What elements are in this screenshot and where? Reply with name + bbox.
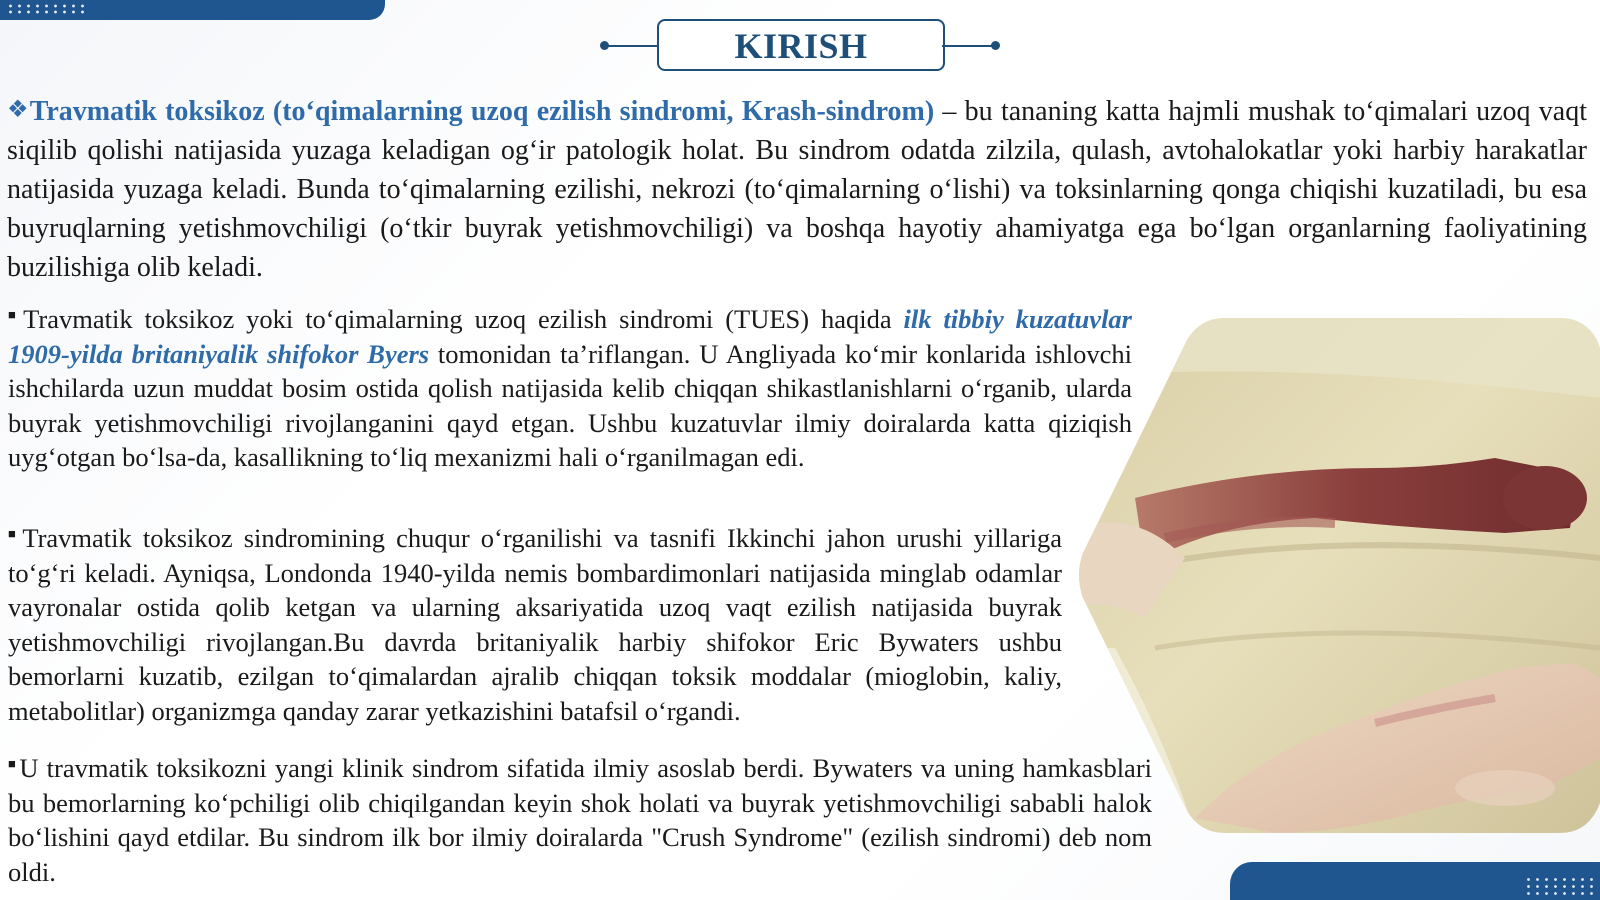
bottom-dots-pattern	[1524, 876, 1594, 896]
top-decorative-bar	[0, 0, 385, 20]
top-dots-pattern	[6, 3, 86, 15]
intro-lead-term: Travmatik toksikoz (to‘qimalarning uzoq ezilish sindromi, Krash-sindrom)	[29, 96, 935, 127]
paragraph2-text-start: Travmatik toksikoz yoki to‘qimalarning uzoq ezilish sindromi (TUES) haqida	[23, 304, 904, 334]
square-bullet-icon: ■	[8, 756, 18, 771]
square-bullet-icon: ■	[8, 526, 21, 541]
paragraph3-text: Travmatik toksikoz sindromining chuqur o‘rganilishi va tasnifi Ikkinchi jahon urushi yillariga to‘g‘ri keladi. Ayniqsa, Londonda 1940-yilda nemis bombardimonlari natijasida minglab odamlar vayronalar ostida qolib ketgan va ularning aksariyatida uzoq vaqt ezilish natijasida buyrak yetishmovchiligi rivojlangan.Bu davrda britaniyalik harbiy shifokor Eric Bywaters ushbu bemorlarni kuzatib, ezilgan to‘qimalardan ajralib chiqqan toksik moddalar (mioglobin, kaliy, metabolitlar) organizmga qanday zarar yetkazishini batafsil o‘rgandi.	[8, 523, 1062, 726]
paragraph2-highlight: ilk tibbiy kuzatuvlar 1909-yilda britaniyalik shifokor Byers	[8, 304, 1132, 369]
title-right-dot	[991, 41, 1000, 50]
patient-photo-hexagon	[1075, 318, 1600, 833]
history-paragraph-bywaters	[8, 747, 1152, 889]
paragraph2-text-end: tomonidan ta’riflangan. U Angliyada ko‘mir konlarida ishlovchi ishchilarda uzun muddat bosim ostida qolish natijasida kelib chiqqan shikastlanishlarni o‘rganib, ularda buyrak yetishmovchiligi rivojlanganini qayd etgan. Ushbu kuzatuvlar ilmiy doiralarda katta qiziqish uyg‘otgan bo‘lsa-da, kasallikning to‘liq mexanizmi hali o‘rganilmagan edi.	[8, 338, 1132, 472]
intro-paragraph	[7, 91, 1587, 287]
slide-title: KIRISH	[657, 19, 945, 71]
slide-title-frame	[600, 19, 1000, 71]
history-paragraph-byers	[8, 298, 1132, 475]
history-paragraph-ww2	[8, 517, 1062, 728]
four-diamond-star-icon: ❖	[7, 97, 30, 123]
intro-body-text: – bu tananing katta hajmli mushak to‘qimalari uzoq vaqt siqilib qolishi natijasida yuzaga keladigan og‘ir patologik holat. Bu sindrom odatda zilzila, qulash, avtohalokatlar yoki harbiy harakatlar natijasida yuzaga keladi. Bunda to‘qimalarning ezilishi, nekrozi (to‘qimalarning o‘lishi) va toksinlarning qonga chiqishi kuzatiladi, bu esa buyruqlarning yetishmovchiligi (o‘tkir buyrak yetishmovchiligi) va boshqa hayotiy ahamiyatga ega bo‘lgan organlarning faoliyatining buzilishiga olib keladi.	[7, 96, 1587, 283]
paragraph4-text: U travmatik toksikozni yangi klinik sindrom sifatida ilmiy asoslab berdi. Bywaters va uning hamkasblari bu bemorlarning ko‘pchiligi olib chiqilgandan keyin shok holati va buyrak yetishmovchiligi sababli halok bo‘lishini qayd etdilar. Bu sindrom ilk bor ilmiy doiralarda "Crush Syndrome" (ezilish sindromi) deb nom oldi.	[8, 753, 1153, 887]
title-right-line	[942, 45, 996, 47]
bottom-decorative-bar	[1230, 862, 1600, 900]
square-bullet-icon: ■	[8, 307, 22, 322]
title-left-line	[604, 45, 658, 47]
patient-leg-photo	[1075, 318, 1600, 833]
